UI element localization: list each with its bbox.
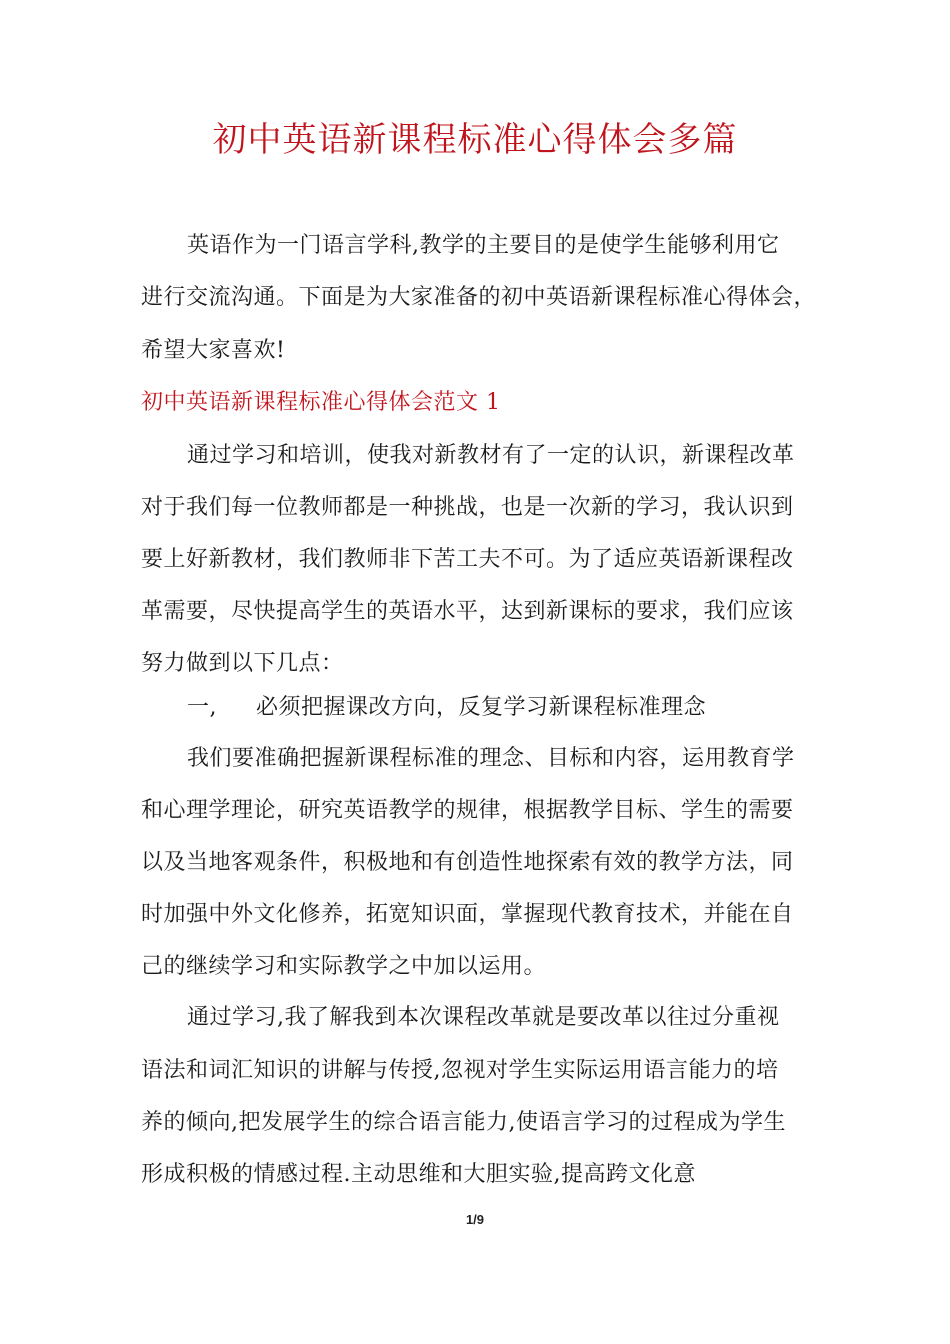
paragraph-line: 要上好新教材，我们教师非下苦工夫不可。为了适应英语新课程改 <box>141 547 794 572</box>
paragraph-line: 和心理学理论，研究英语教学的规律，根据教学目标、学生的需要 <box>141 798 794 823</box>
paragraph-line: 革需要，尽快提高学生的英语水平，达到新课标的要求，我们应该 <box>141 599 794 624</box>
document-title: 初中英语新课程标准心得体会多篇 <box>212 120 738 160</box>
paragraph-line: 以及当地客观条件，积极地和有创造性地探索有效的教学方法，同 <box>141 850 794 875</box>
paragraph-line: 己的继续学习和实际教学之中加以运用。 <box>141 954 547 979</box>
intro-line: 英语作为一门语言学科,教学的主要目的是使学生能够利用它 <box>187 233 780 258</box>
intro-line: 进行交流沟通。下面是为大家准备的初中英语新课程标准心得体会， <box>141 285 817 310</box>
paragraph-line: 通过学习,我了解我到本次课程改革就是要改革以往过分重视 <box>187 1005 780 1030</box>
point-number: 一, <box>187 695 217 720</box>
paragraph-line: 通过学习和培训，使我对新教材有了一定的认识，新课程改革 <box>187 443 795 468</box>
paragraph-line: 时加强中外文化修养，拓宽知识面，掌握现代教育技术，并能在自 <box>141 902 794 927</box>
paragraph-line: 形成积极的情感过程.主动思维和大胆实验,提高跨文化意 <box>141 1162 696 1187</box>
page-number: 1/9 <box>465 1212 485 1227</box>
paragraph-line: 努力做到以下几点： <box>141 651 344 676</box>
intro-line: 希望大家喜欢! <box>141 338 286 363</box>
paragraph-line: 语法和词汇知识的讲解与传授,忽视对学生实际运用语言能力的培 <box>141 1058 779 1083</box>
point-text: 必须把握课改方向，反复学习新课程标准理念 <box>256 695 707 720</box>
paragraph-line: 养的倾向,把发展学生的综合语言能力,使语言学习的过程成为学生 <box>141 1110 786 1135</box>
paragraph-line: 对于我们每一位教师都是一种挑战，也是一次新的学习，我认识到 <box>141 495 794 520</box>
section-heading: 初中英语新课程标准心得体会范文 1 <box>141 390 501 415</box>
paragraph-line: 我们要准确把握新课程标准的理念、目标和内容，运用教育学 <box>187 746 795 771</box>
